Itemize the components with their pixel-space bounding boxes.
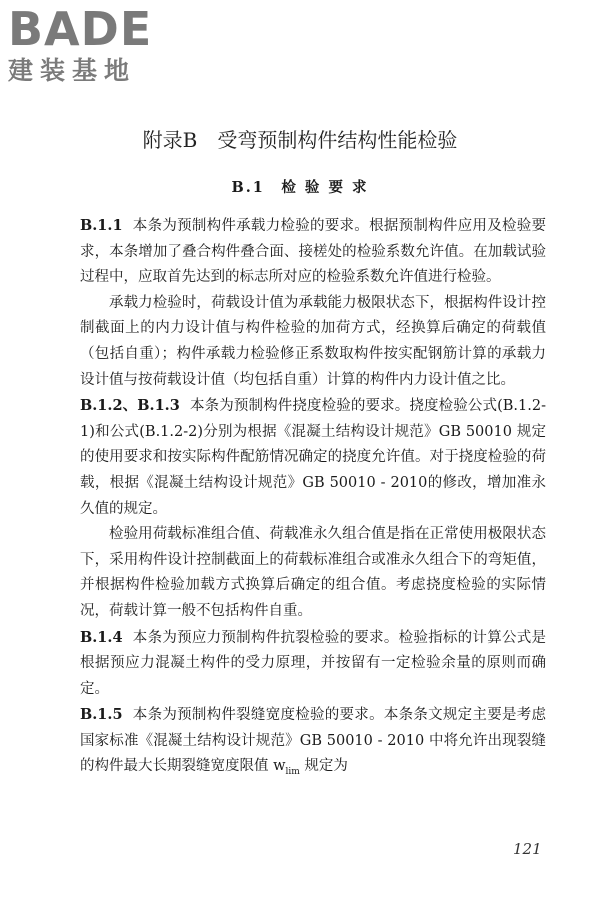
paragraph-load-capacity-note: [80, 291, 546, 393]
document-body: [80, 213, 546, 786]
paragraph-text: 本条为预制构件承载力检验的要求。根据预制构件应用及检验要求，本条增加了叠合构件叠合面、接槎处的检验系数允许值。在加载试验过程中，应取首先达到的标志所对应的检验系数允许值进行检验。: [80, 218, 546, 286]
paragraph-text: 本条为预制构件挠度检验的要求。挠度检验公式(B.1.2-1)和公式(B.1.2-2)分别为根据《混凝土结构设计规范》GB 50010 规定的使用要求和按实际构件配筋情况确定的挠度允许值。对于挠度检验的荷载，根据《混凝土结构设计规范》GB 50010 - 2010的修改，增加准永久值的规定。: [80, 398, 547, 517]
paragraph-b-1-5: [80, 702, 546, 786]
paragraph-text: 本条为预制构件裂缝宽度检验的要求。本条条文规定主要是考虑国家标准《混凝土结构设计规范》GB 50010 - 2010 中将允许出现裂缝的构件最大长期裂缝宽度限值 w: [80, 707, 546, 775]
bade-logo: [8, 4, 178, 86]
page-number: 121: [513, 840, 542, 858]
clause-number: B.1.2、B.1.3: [80, 397, 180, 415]
logo-chinese-text: 建装基地: [8, 56, 137, 85]
clause-number: B.1.4: [80, 628, 123, 646]
section-title: B.1 检 验 要 求: [231, 179, 369, 196]
clause-number: B.1.5: [80, 706, 123, 724]
clause-number: B.1.1: [80, 217, 123, 234]
logo-wordmark: BADE: [8, 2, 153, 56]
paragraph-deflection-load-note: [80, 522, 546, 624]
paragraph-text: 承载力检验时，荷载设计值为承载能力极限状态下，根据构件设计控制截面上的内力设计值与构件检验的加荷方式，经换算后确定的荷载值（包括自重）；构件承载力检验修正系数取构件按实配钢筋计算的承载力设计值与按荷载设计值（均包括自重）计算的构件内力设计值之比。: [80, 294, 546, 388]
paragraph-b-1-4: [80, 625, 546, 703]
paragraph-b-1-1: [80, 213, 546, 291]
symbol-subscript: lim: [285, 767, 300, 778]
paragraph-text-tail: 规定为: [299, 758, 348, 775]
paragraph-text: 本条为预应力预制构件抗裂检验的要求。检验指标的计算公式是根据预应力混凝土构件的受力原理，并按留有一定检验余量的原则而确定。: [80, 629, 546, 697]
paragraph-b-1-2-b-1-3: [80, 393, 546, 522]
paragraph-text: 检验用荷载标准组合值、荷载准永久组合值是指在正常使用极限状态下，采用构件设计控制截面上的荷载标准组合或准永久组合下的弯矩值，并根据构件检验加载方式换算后确定的组合值。考虑挠度检验的实际情况，荷载计算一般不包括构件自重。: [80, 526, 546, 619]
chapter-title: 附录B 受弯预制构件结构性能检验: [142, 128, 458, 152]
